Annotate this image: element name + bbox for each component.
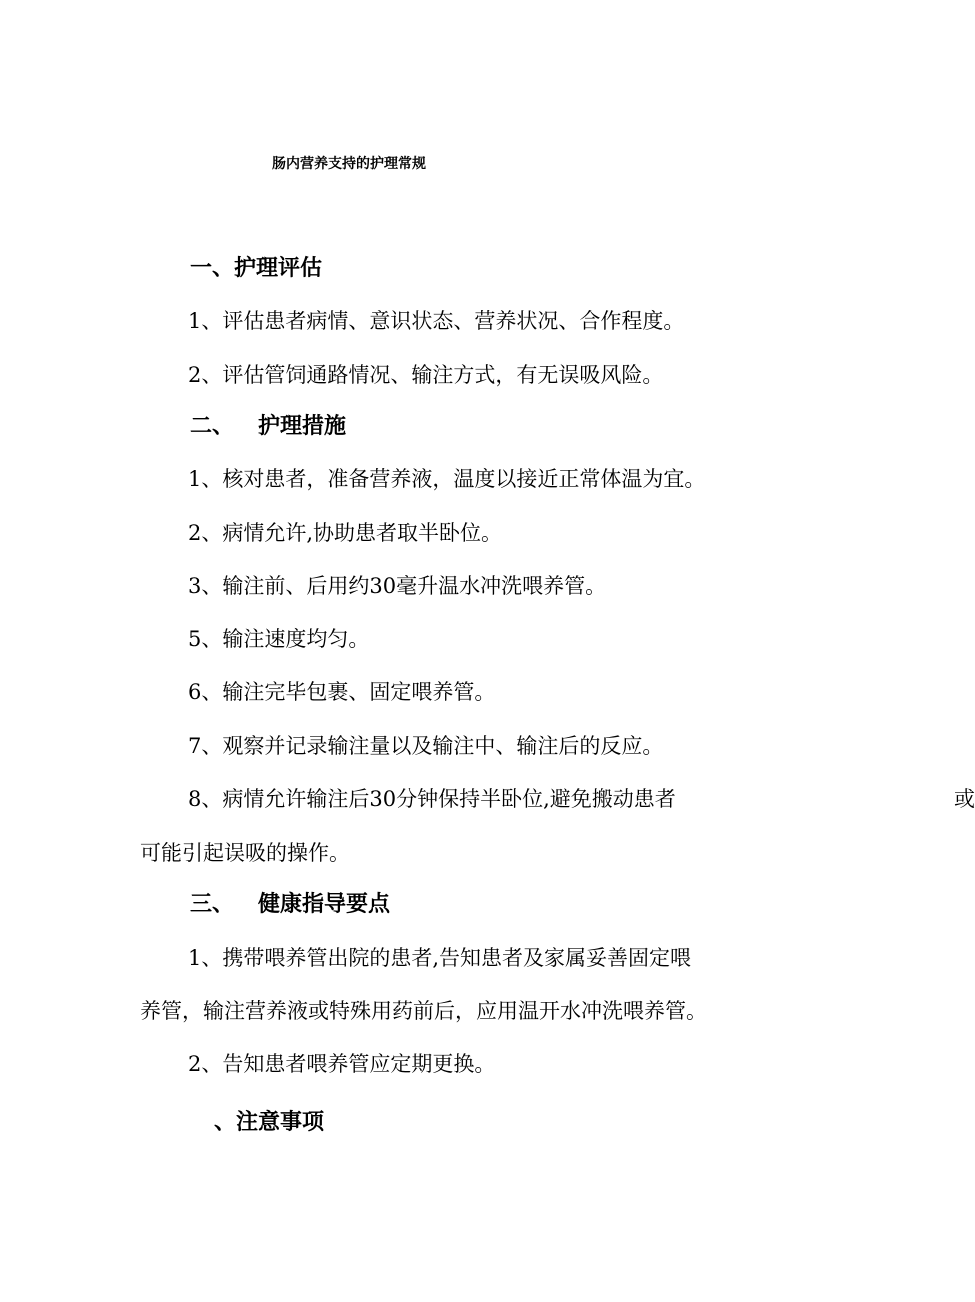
section-heading-precautions bbox=[214, 1108, 324, 1138]
paragraph-continuation: 养管，输注营养液或特殊用药前后，应用温开水冲洗喂养管。 bbox=[140, 999, 707, 1023]
paragraph: 1、核对患者，准备营养液，温度以接近正常体温为宜。 bbox=[188, 467, 706, 491]
section-heading-measures bbox=[190, 412, 346, 442]
section-title: 健康指导要点 bbox=[258, 892, 391, 917]
paragraph: 2、病情允许,协助患者取半卧位。 bbox=[188, 521, 503, 545]
paragraph: 1、评估患者病情、意识状态、营养状况、合作程度。 bbox=[188, 309, 685, 333]
paragraph: 2、告知患者喂养管应定期更换。 bbox=[188, 1052, 496, 1076]
section-title: 注意事项 bbox=[236, 1110, 325, 1135]
paragraph: 3、输注前、后用约30毫升温水冲洗喂养管。 bbox=[188, 574, 607, 598]
section-number: 三、 bbox=[190, 892, 235, 917]
section-number: 、 bbox=[214, 1110, 237, 1135]
section-number: 一、 bbox=[190, 256, 235, 281]
section-title: 护理措施 bbox=[258, 414, 347, 439]
paragraph-text: 8、病情允许输注后30分钟保持半卧位,避免搬动患者 bbox=[188, 787, 676, 811]
paragraph-continuation: 可能引起误吸的操作。 bbox=[140, 841, 350, 865]
paragraph: 2、评估管饲通路情况、输注方式，有无误吸风险。 bbox=[188, 363, 664, 387]
section-heading-health-guidance bbox=[190, 890, 390, 920]
paragraph: 6、输注完毕包裹、固定喂养管。 bbox=[188, 680, 496, 704]
section-heading-assessment bbox=[190, 254, 322, 284]
paragraph bbox=[188, 784, 975, 814]
document-title: 肠内营养支持的护理常规 bbox=[272, 156, 426, 172]
paragraph: 1、携带喂养管出院的患者,告知患者及家属妥善固定喂 bbox=[188, 946, 692, 970]
paragraph: 5、输注速度均匀。 bbox=[188, 627, 370, 651]
paragraph-tail: 或 bbox=[954, 787, 975, 811]
section-number: 二、 bbox=[190, 414, 235, 439]
paragraph: 7、观察并记录输注量以及输注中、输注后的反应。 bbox=[188, 734, 664, 758]
section-title: 护理评估 bbox=[234, 256, 323, 281]
